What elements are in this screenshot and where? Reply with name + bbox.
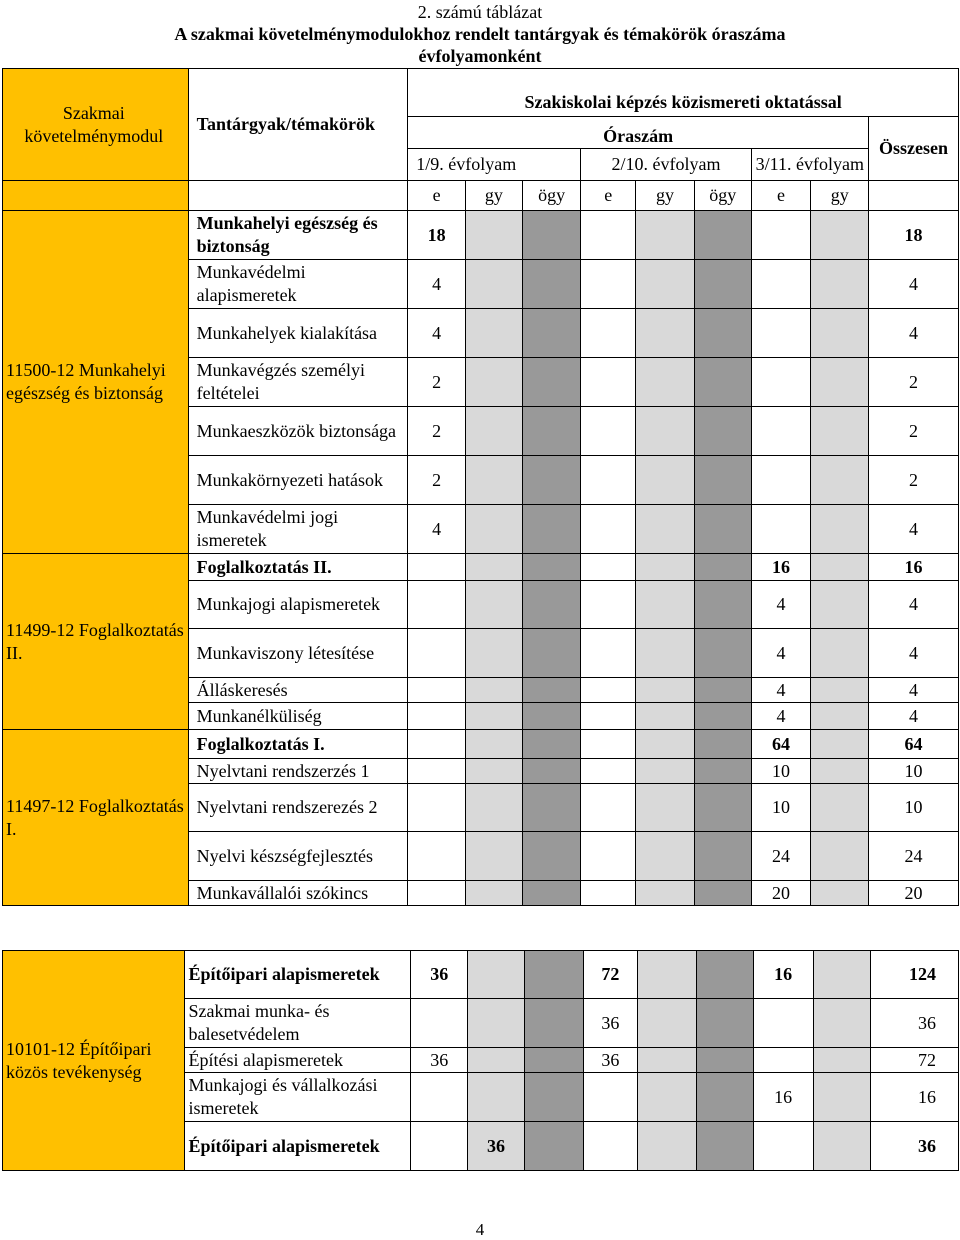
hours-total: 4 — [869, 678, 959, 703]
hours-e1 — [411, 999, 468, 1048]
hours-cell — [465, 881, 522, 906]
hours-cell — [694, 881, 751, 906]
hours-cell — [638, 1073, 697, 1122]
hours-cell — [522, 881, 581, 906]
hours-cell — [522, 832, 581, 881]
subject-name: Foglalkoztatás I. — [188, 730, 408, 759]
hours-cell — [636, 456, 695, 505]
header-subjects: Tantárgyak/témakörök — [188, 69, 408, 181]
hours-cell — [636, 505, 695, 554]
hours-cell — [581, 678, 636, 703]
hours-e1: 2 — [408, 358, 466, 407]
hours-cell — [638, 1048, 697, 1073]
hours-e1: 2 — [408, 456, 466, 505]
hours-e1: 36 — [411, 1048, 468, 1073]
hours-total: 4 — [869, 505, 959, 554]
hours-cell — [522, 703, 581, 730]
header-year3: 3/11. évfolyam — [751, 149, 869, 181]
hours-e3: 24 — [751, 832, 811, 881]
hours-cell — [697, 951, 754, 999]
hours-cell — [581, 260, 636, 309]
hours-cell — [465, 832, 522, 881]
header-total: Összesen — [869, 117, 959, 181]
hours-cell — [694, 260, 751, 309]
subject-name: Nyelvi készségfejlesztés — [188, 832, 408, 881]
hours-cell — [811, 784, 869, 832]
hours-cell — [694, 505, 751, 554]
hours-cell — [522, 581, 581, 629]
hours-e2 — [583, 1073, 638, 1122]
hours-total: 20 — [869, 881, 959, 906]
module-cell: 11500-12 Munkahelyi egészség és biztonság — [3, 211, 189, 554]
hours-cell — [465, 581, 522, 629]
subject-name: Munkavégzés személyi feltételei — [188, 358, 408, 407]
subject-name: Munkavédelmi jogi ismeretek — [188, 505, 408, 554]
hours-cell — [522, 358, 581, 407]
hours-total: 16 — [871, 1073, 959, 1122]
hours-cell — [524, 999, 583, 1048]
hours-cell — [811, 456, 869, 505]
col-e1: e — [408, 181, 466, 211]
hours-cell — [636, 784, 695, 832]
col-gy3: gy — [811, 181, 869, 211]
hours-e3 — [751, 358, 811, 407]
hours-cell — [581, 881, 636, 906]
hours-cell — [524, 951, 583, 999]
hours-cell — [694, 581, 751, 629]
hours-e3: 64 — [751, 730, 811, 759]
hours-cell — [465, 211, 522, 260]
hours-gy1 — [468, 1048, 525, 1073]
hours-e2: 72 — [583, 951, 638, 999]
hours-cell — [581, 211, 636, 260]
hours-cell — [636, 309, 695, 358]
hours-cell — [694, 211, 751, 260]
hours-cell — [811, 832, 869, 881]
hours-cell — [465, 703, 522, 730]
hours-cell — [636, 554, 695, 581]
subject-name: Munkakörnyezeti hatások — [188, 456, 408, 505]
hours-cell — [694, 784, 751, 832]
hours-cell — [638, 951, 697, 999]
hours-cell — [694, 703, 751, 730]
hours-e1: 36 — [411, 951, 468, 999]
hours-cell — [524, 1122, 583, 1171]
module-spacer — [3, 181, 189, 211]
hours-cell — [581, 554, 636, 581]
hours-cell — [581, 759, 636, 784]
hours-gy1 — [468, 999, 525, 1048]
page-number: 4 — [475, 1220, 485, 1239]
hours-cell — [697, 1048, 754, 1073]
hours-e3 — [753, 999, 813, 1048]
hours-cell — [636, 581, 695, 629]
hours-cell — [811, 629, 869, 678]
hours-cell — [636, 832, 695, 881]
hours-cell — [811, 881, 869, 906]
hours-cell — [813, 999, 871, 1048]
hours-cell — [581, 730, 636, 759]
hours-total: 4 — [869, 581, 959, 629]
module-cell: 10101-12 Építőipari közös tevékenység — [3, 951, 185, 1171]
hours-cell — [636, 629, 695, 678]
hours-e2 — [583, 1122, 638, 1171]
hours-e1: 4 — [408, 309, 466, 358]
hours-total: 10 — [869, 784, 959, 832]
hours-e3: 16 — [753, 1073, 813, 1122]
subject-name: Munkajogi és vállalkozási ismeretek — [184, 1073, 411, 1122]
hours-cell — [636, 211, 695, 260]
hours-cell — [813, 1048, 871, 1073]
subject-name: Nyelvtani rendszerzés 1 — [188, 759, 408, 784]
hours-e2: 36 — [583, 999, 638, 1048]
header-hours: Óraszám — [408, 117, 869, 149]
hours-cell — [694, 832, 751, 881]
table-title: A szakmai követelménymodulokhoz rendelt tantárgyak és témakörök óraszáma — [174, 24, 786, 44]
hours-cell — [581, 784, 636, 832]
hours-cell — [638, 1122, 697, 1171]
hours-cell — [465, 730, 522, 759]
hours-cell — [811, 678, 869, 703]
hours-cell — [811, 505, 869, 554]
hours-cell — [697, 1073, 754, 1122]
hours-e3: 10 — [751, 784, 811, 832]
hours-e1 — [408, 881, 466, 906]
hours-e3 — [753, 1048, 813, 1073]
subject-name: Munkavállalói szókincs — [188, 881, 408, 906]
hours-total: 4 — [869, 703, 959, 730]
hours-cell — [522, 784, 581, 832]
subject-name: Munkahelyi egészség és biztonság — [188, 211, 408, 260]
hours-e1: 2 — [408, 407, 466, 456]
module-cell: 11499-12 Foglalkoztatás II. — [3, 554, 189, 730]
hours-cell — [522, 759, 581, 784]
subject-name: Építőipari alapismeretek — [184, 1122, 411, 1171]
hours-cell — [694, 407, 751, 456]
hours-e3 — [751, 211, 811, 260]
hours-e1 — [408, 678, 466, 703]
header-year1: 1/9. évfolyam — [408, 149, 581, 181]
hours-cell — [811, 260, 869, 309]
table-row — [3, 951, 959, 999]
hours-e1 — [408, 730, 466, 759]
table-number: 2. számú táblázat — [417, 2, 543, 22]
table-row — [3, 730, 959, 759]
hours-cell — [811, 759, 869, 784]
subject-name: Álláskeresés — [188, 678, 408, 703]
hours-cell — [465, 407, 522, 456]
hours-total: 4 — [869, 260, 959, 309]
hours-cell — [522, 678, 581, 703]
subject-name: Munkaviszony létesítése — [188, 629, 408, 678]
hours-cell — [813, 951, 871, 999]
hours-cell — [465, 629, 522, 678]
hours-e1: 4 — [408, 505, 466, 554]
blank-cell — [188, 181, 408, 211]
hours-cell — [636, 703, 695, 730]
table-subtitle: évfolyamonként — [418, 46, 542, 66]
header-training: Szakiskolai képzés közismereti oktatással — [408, 69, 959, 117]
hours-cell — [694, 678, 751, 703]
hours-cell — [811, 309, 869, 358]
hours-cell — [522, 554, 581, 581]
hours-e3: 4 — [751, 581, 811, 629]
hours-e3: 16 — [753, 951, 813, 999]
hours-cell — [694, 358, 751, 407]
hours-cell — [581, 505, 636, 554]
hours-e1 — [408, 759, 466, 784]
hours-e1 — [408, 784, 466, 832]
col-ogy2: ögy — [694, 181, 751, 211]
subject-name: Munkanélküliség — [188, 703, 408, 730]
hours-total: 72 — [871, 1048, 959, 1073]
hours-e1 — [411, 1073, 468, 1122]
hours-cell — [465, 456, 522, 505]
hours-cell — [694, 629, 751, 678]
hours-total: 4 — [869, 309, 959, 358]
hours-gy1 — [468, 951, 525, 999]
header-module: Szakmai követelménymodul — [3, 69, 189, 181]
hours-cell — [636, 260, 695, 309]
col-ogy1: ögy — [522, 181, 581, 211]
hours-cell — [581, 629, 636, 678]
hours-total: 24 — [869, 832, 959, 881]
col-gy1: gy — [465, 181, 522, 211]
hours-cell — [581, 358, 636, 407]
hours-cell — [811, 211, 869, 260]
blank-cell — [869, 181, 959, 211]
hours-cell — [811, 358, 869, 407]
hours-cell — [465, 505, 522, 554]
hours-cell — [581, 309, 636, 358]
hours-total: 4 — [869, 629, 959, 678]
hours-e3 — [751, 309, 811, 358]
subject-name: Munkaeszközök biztonsága — [188, 407, 408, 456]
hours-total: 64 — [869, 730, 959, 759]
table-row — [3, 554, 959, 581]
hours-cell — [581, 407, 636, 456]
hours-cell — [524, 1073, 583, 1122]
hours-cell — [522, 730, 581, 759]
hours-e3: 20 — [751, 881, 811, 906]
hours-cell — [465, 309, 522, 358]
hours-cell — [524, 1048, 583, 1073]
hours-cell — [522, 309, 581, 358]
hours-cell — [813, 1073, 871, 1122]
hours-e3 — [753, 1122, 813, 1171]
hours-e1 — [408, 703, 466, 730]
hours-total: 16 — [869, 554, 959, 581]
hours-cell — [465, 784, 522, 832]
hours-e1 — [408, 832, 466, 881]
hours-cell — [636, 678, 695, 703]
hours-cell — [811, 730, 869, 759]
hours-e1: 4 — [408, 260, 466, 309]
hours-e2: 36 — [583, 1048, 638, 1073]
hours-cell — [811, 703, 869, 730]
hours-cell — [694, 730, 751, 759]
hours-cell — [522, 629, 581, 678]
hours-e3 — [751, 260, 811, 309]
hours-total: 18 — [869, 211, 959, 260]
hours-total: 36 — [871, 999, 959, 1048]
hours-e1 — [411, 1122, 468, 1171]
hours-cell — [811, 554, 869, 581]
subject-name: Építési alapismeretek — [184, 1048, 411, 1073]
hours-cell — [522, 407, 581, 456]
hours-cell — [522, 456, 581, 505]
hours-cell — [811, 581, 869, 629]
hours-cell — [694, 759, 751, 784]
hours-e3: 4 — [751, 678, 811, 703]
table-row — [3, 211, 959, 260]
hours-cell — [522, 505, 581, 554]
hours-e3: 10 — [751, 759, 811, 784]
hours-cell — [465, 759, 522, 784]
hours-gy1: 36 — [468, 1122, 525, 1171]
subject-name: Munkahelyek kialakítása — [188, 309, 408, 358]
hours-table-2 — [2, 950, 959, 1171]
subject-name: Foglalkoztatás II. — [188, 554, 408, 581]
hours-cell — [636, 407, 695, 456]
hours-cell — [581, 703, 636, 730]
hours-cell — [636, 759, 695, 784]
subject-name: Építőipari alapismeretek — [184, 951, 411, 999]
hours-cell — [636, 730, 695, 759]
hours-cell — [694, 456, 751, 505]
hours-cell — [522, 260, 581, 309]
subject-name: Nyelvtani rendszerezés 2 — [188, 784, 408, 832]
hours-e3 — [751, 505, 811, 554]
hours-cell — [636, 358, 695, 407]
hours-total: 10 — [869, 759, 959, 784]
hours-total: 2 — [869, 456, 959, 505]
hours-e3: 4 — [751, 629, 811, 678]
col-e3: e — [751, 181, 811, 211]
hours-e3: 16 — [751, 554, 811, 581]
hours-e3: 4 — [751, 703, 811, 730]
subject-name: Munkajogi alapismeretek — [188, 581, 408, 629]
hours-e1: 18 — [408, 211, 466, 260]
hours-cell — [636, 881, 695, 906]
hours-cell — [697, 1122, 754, 1171]
hours-total: 124 — [871, 951, 959, 999]
header-year2: 2/10. évfolyam — [581, 149, 751, 181]
hours-total: 2 — [869, 358, 959, 407]
hours-cell — [522, 211, 581, 260]
hours-cell — [465, 358, 522, 407]
hours-e3 — [751, 407, 811, 456]
subject-name: Szakmai munka- és balesetvédelem — [184, 999, 411, 1048]
hours-table-1 — [2, 68, 959, 906]
hours-cell — [465, 678, 522, 703]
hours-total: 36 — [871, 1122, 959, 1171]
hours-e1 — [408, 629, 466, 678]
col-e2: e — [581, 181, 636, 211]
subject-name: Munkavédelmi alapismeretek — [188, 260, 408, 309]
hours-cell — [811, 407, 869, 456]
hours-cell — [638, 999, 697, 1048]
hours-cell — [581, 456, 636, 505]
hours-e3 — [751, 456, 811, 505]
hours-total: 2 — [869, 407, 959, 456]
hours-e1 — [408, 581, 466, 629]
module-cell: 11497-12 Foglalkoztatás I. — [3, 730, 189, 906]
hours-cell — [697, 999, 754, 1048]
hours-cell — [813, 1122, 871, 1171]
hours-cell — [581, 581, 636, 629]
hours-cell — [465, 554, 522, 581]
hours-cell — [694, 309, 751, 358]
col-gy2: gy — [636, 181, 695, 211]
hours-cell — [465, 260, 522, 309]
hours-gy1 — [468, 1073, 525, 1122]
hours-cell — [694, 554, 751, 581]
hours-e1 — [408, 554, 466, 581]
hours-cell — [581, 832, 636, 881]
